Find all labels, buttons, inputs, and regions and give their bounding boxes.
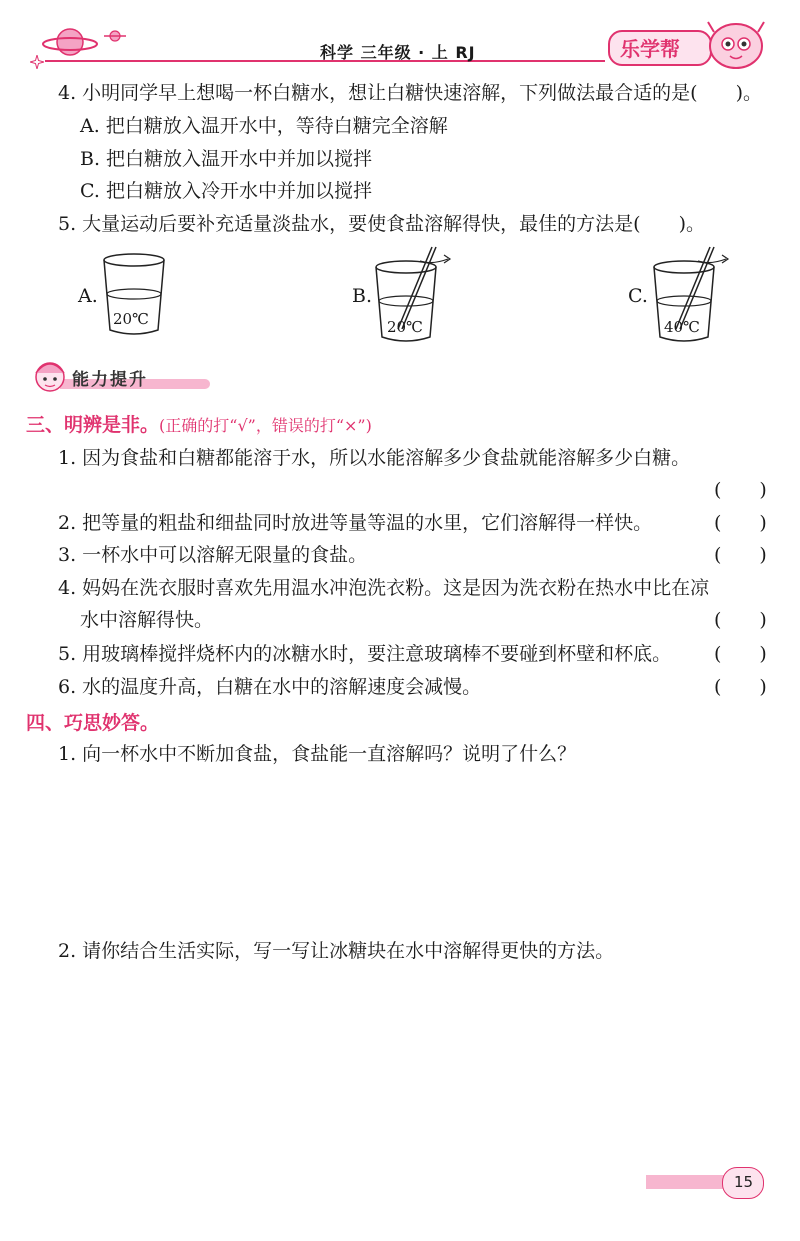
header [0, 0, 800, 70]
tf-item-2: 2. 把等量的粗盐和细盐同时放进等量等温的水里，它们溶解得一样快。 [58, 512, 653, 534]
ability-banner [30, 355, 200, 395]
short-answer-2: 2. 请你结合生活实际，写一写让冰糖块在水中溶解得更快的方法。 [58, 940, 615, 962]
star-icon [102, 26, 128, 46]
tf-item-1-answer[interactable]: ( ) [714, 479, 767, 501]
girl-avatar-icon [30, 355, 70, 395]
tf-item-1: 1. 因为食盐和白糖都能溶于水，所以水能溶解多少食盐就能溶解多少白糖。 [58, 447, 691, 469]
sparkle-icon [30, 55, 44, 69]
mascot-icon [704, 18, 768, 70]
tf-item-5: 5. 用玻璃棒搅拌烧杯内的冰糖水时，要注意玻璃棒不要碰到杯壁和杯底。 [58, 643, 672, 665]
tf-item-5-answer[interactable]: ( ) [714, 643, 767, 665]
page-number: 15 [733, 1173, 754, 1191]
section-3-title [26, 410, 372, 437]
answer-area-2[interactable] [58, 972, 758, 1152]
planet-icon [40, 22, 100, 62]
tf-item-4: 4. 妈妈在洗衣服时喜欢先用温水冲泡洗衣粉。这是因为洗衣粉在热水中比在凉 [58, 577, 710, 599]
brand-label: 乐学帮 [620, 37, 680, 61]
question-4-option-c: C. 把白糖放入冷开水中并加以搅拌 [80, 180, 372, 202]
tf-item-3-answer[interactable]: ( ) [714, 544, 767, 566]
question-4-stem: 4. 小明同学早上想喝一杯白糖水，想让白糖快速溶解，下列做法最合适的是( )。 [58, 82, 762, 104]
section-3-note: (正确的打“√”，错误的打“×”) [159, 416, 372, 435]
section-4-title: 四、巧思妙答。 [26, 712, 160, 734]
figure-a-label: A. [78, 285, 98, 307]
figure-b-temp: 20℃ [387, 318, 423, 336]
figure-c-label: C. [628, 285, 648, 307]
question-4-option-a: A. 把白糖放入温开水中，等待白糖完全溶解 [80, 115, 448, 137]
short-answer-1: 1. 向一杯水中不断加食盐，食盐能一直溶解吗？说明了什么？ [58, 743, 577, 765]
figure-b-label: B. [352, 285, 373, 307]
tf-item-6-answer[interactable]: ( ) [714, 676, 767, 698]
answer-area-1[interactable] [58, 775, 758, 925]
tf-item-2-answer[interactable]: ( ) [714, 512, 767, 534]
banner-label: 能力提升 [72, 370, 148, 390]
figure-c-temp: 40℃ [664, 318, 700, 336]
question-4-option-b: B. 把白糖放入温开水中并加以搅拌 [80, 148, 373, 170]
tf-item-6: 6. 水的温度升高，白糖在水中的溶解速度会减慢。 [58, 676, 482, 698]
tf-item-4-line2: 水中溶解得快。 [80, 609, 214, 631]
question-5-stem: 5. 大量运动后要补充适量淡盐水，要使食盐溶解得快，最佳的方法是( )。 [58, 213, 705, 235]
section-3-heading: 三、明辨是非。 [26, 414, 160, 436]
header-title: 科学 三年级 · 上 RJ [320, 43, 476, 62]
tf-item-3: 3. 一杯水中可以溶解无限量的食盐。 [58, 544, 368, 566]
tf-item-4-answer[interactable]: ( ) [714, 609, 767, 631]
figure-a-temp: 20℃ [113, 310, 149, 328]
